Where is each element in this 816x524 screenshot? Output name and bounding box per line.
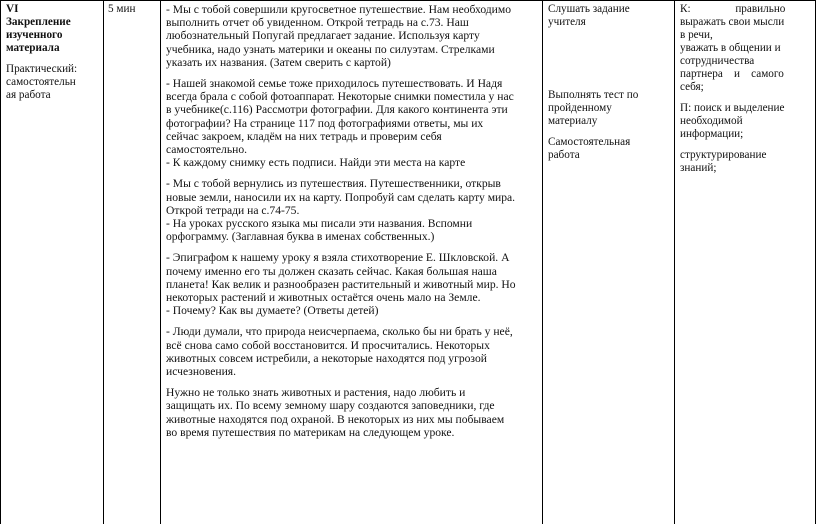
work-type-line: Практический: bbox=[6, 63, 78, 75]
stage-title-line: изученного bbox=[6, 29, 63, 41]
activity-line: указать их названия. (Затем сверить с картой) bbox=[166, 55, 391, 69]
activity-line: - На уроках русского языка мы писали эти названия. Вспомни bbox=[166, 217, 473, 231]
outcome-line: себя; bbox=[680, 81, 704, 93]
student-activity-line: пройденному bbox=[548, 102, 612, 114]
activity-line: - Мы с тобой вернулись из путешествия. Путешественники, открыв bbox=[166, 177, 501, 191]
student-activity-line: Слушать задание bbox=[548, 3, 630, 15]
activity-line: некоторых растений и животных остаётся очень мало на Земле. bbox=[166, 291, 481, 305]
column-border bbox=[0, 0, 1, 524]
outcomes-cell bbox=[680, 3, 811, 175]
activity-line: в учебнике(с.116) Рассмотри фотографии. Для какого континента эти bbox=[166, 103, 508, 117]
teacher-activity-cell bbox=[166, 3, 538, 439]
stage-title-line: материала bbox=[6, 42, 60, 54]
activity-line: во время путешествия по материкам на следующем уроке. bbox=[166, 425, 455, 439]
student-activity-line: материалу bbox=[548, 115, 598, 127]
activity-block bbox=[166, 3, 538, 69]
activity-line: планета! Как велик и разнообразен растительный и животный мир. Но bbox=[166, 277, 516, 291]
work-type-line: ая работа bbox=[6, 89, 51, 101]
activity-line: - Эпиграфом к нашему уроку я взяла стихотворение Е. Шкловской. А bbox=[166, 251, 510, 265]
activity-line: всегда брала с собой фотоаппарат. Некоторые снимки поместила у нас bbox=[166, 90, 514, 104]
student-activity-cell bbox=[548, 3, 670, 162]
student-activity-line: Выполнять тест по bbox=[548, 89, 639, 101]
column-border bbox=[674, 0, 675, 524]
outcome-line: структурирование bbox=[680, 149, 767, 161]
activity-line: - Мы с тобой совершили кругосветное путешествие. Нам необходимо bbox=[166, 3, 512, 16]
activity-line: сейчас закроем, кладём на них тетрадь и проверим себя bbox=[166, 129, 442, 143]
activity-line: самостоятельно. bbox=[166, 143, 248, 157]
activity-line: - К каждому снимку есть подписи. Найди эти места на карте bbox=[166, 156, 466, 170]
outcome-line: необходимой bbox=[680, 115, 743, 127]
activity-block bbox=[166, 386, 538, 439]
activity-block bbox=[166, 177, 538, 243]
student-activity-line: работа bbox=[548, 149, 580, 161]
stage-title-line: Закрепление bbox=[6, 16, 71, 28]
student-activity-line: Самостоятельная bbox=[548, 136, 631, 148]
duration-text: 5 мин bbox=[108, 3, 136, 15]
work-type-line: самостоятельн bbox=[6, 76, 76, 88]
activity-block bbox=[166, 77, 538, 169]
activity-line: - Почему? Как вы думаете? (Ответы детей) bbox=[166, 304, 379, 318]
outcome-line: знаний; bbox=[680, 162, 717, 174]
activity-line: - Люди думали, что природа неисчерпаема, сколько бы ни брать у неё, bbox=[166, 325, 513, 339]
activity-line: учебника, надо узнать материки и океаны по силуэтам. Стрелками bbox=[166, 42, 495, 56]
outcome-line: уважать в общении и bbox=[680, 42, 781, 54]
activity-line: орфограмму. (Заглавная буква в именах собственных.) bbox=[166, 230, 435, 244]
column-border bbox=[160, 0, 161, 524]
table-top-border bbox=[0, 0, 816, 1]
outcome-line: в речи, bbox=[680, 29, 713, 41]
stage-cell bbox=[6, 3, 101, 102]
outcome-line: П: поиск и выделение bbox=[680, 102, 785, 114]
activity-block bbox=[166, 251, 538, 317]
activity-line: Открой тетради на с.74-75. bbox=[166, 203, 300, 217]
outcome-line: К: правильно bbox=[680, 3, 786, 15]
student-activity-line: учителя bbox=[548, 16, 586, 28]
outcome-line: сотрудничества bbox=[680, 55, 755, 67]
column-border bbox=[103, 0, 104, 524]
outcome-line: партнера и самого bbox=[680, 68, 784, 80]
activity-line: любознательный Попугай предлагает задание. Используя карту bbox=[166, 29, 480, 43]
outcome-line: информации; bbox=[680, 128, 744, 140]
activity-line: Нужно не только знать животных и растения, надо любить и bbox=[166, 386, 466, 400]
column-border bbox=[542, 0, 543, 524]
activity-line: фотографии? На странице 117 под фотографиями ответы, мы их bbox=[166, 116, 484, 130]
activity-line: почему именно его ты должен сказать сейчас. Какая большая наша bbox=[166, 264, 497, 278]
stage-number: VI bbox=[6, 3, 19, 15]
activity-line: всё снова само собой восстановится. И просчитались. Некоторых bbox=[166, 338, 490, 352]
activity-line: исчезновения. bbox=[166, 365, 237, 379]
activity-line: животных совсем истребили, а некоторые находятся под угрозой bbox=[166, 351, 487, 365]
activity-block bbox=[166, 325, 538, 378]
activity-line: защищать их. По всему земному шару создаются заповедники, где bbox=[166, 399, 495, 413]
activity-line: выполнить отчет об увиденном. Открой тетрадь на с.73. Наш bbox=[166, 16, 469, 30]
activity-line: животные находятся под охраной. В некоторых из них мы побываем bbox=[166, 412, 505, 426]
activity-line: - Нашей знакомой семье тоже приходилось путешествовать. И Надя bbox=[166, 77, 503, 91]
activity-line: новые земли, наносили их на карту. Попробуй сам сделать карту мира. bbox=[166, 190, 516, 204]
outcome-line: выражать свои мысли bbox=[680, 16, 785, 28]
duration-cell bbox=[108, 3, 158, 16]
